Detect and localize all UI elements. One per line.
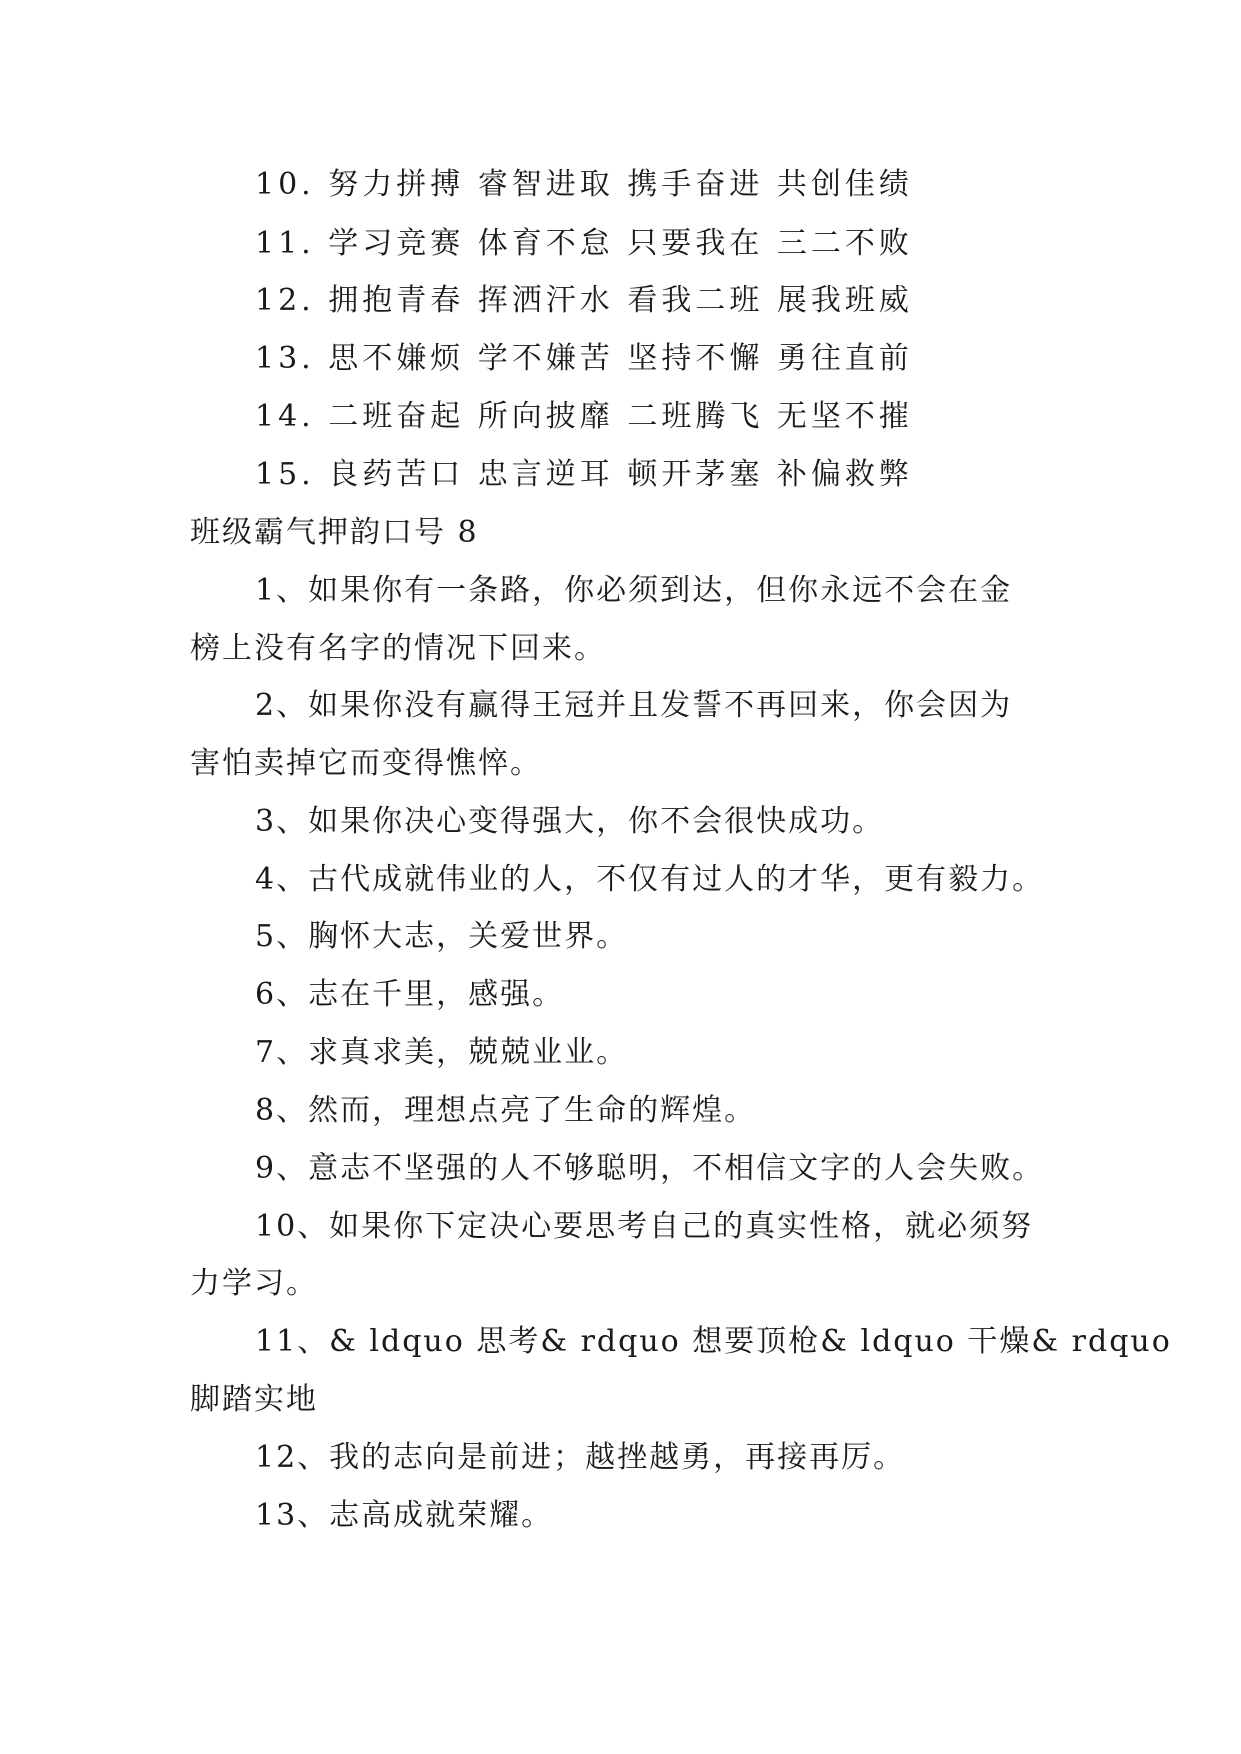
list-item: 4、古代成就伟业的人，不仅有过人的才华，更有毅力。 bbox=[255, 862, 1045, 897]
list-item: 6、志在千里，感强。 bbox=[255, 977, 565, 1012]
list-item-continuation: 脚踏实地 bbox=[190, 1382, 318, 1417]
list-item: 2、如果你没有赢得王冠并且发誓不再回来，你会因为 bbox=[255, 688, 1013, 723]
list-item-continuation: 榜上没有名字的情况下回来。 bbox=[190, 631, 606, 666]
list-item: 8、然而，理想点亮了生命的辉煌。 bbox=[255, 1093, 757, 1128]
list-item: 13、志高成就荣耀。 bbox=[255, 1498, 554, 1533]
list-item: 9、意志不坚强的人不够聪明，不相信文字的人会失败。 bbox=[255, 1151, 1045, 1186]
list-item: 3、如果你决心变得强大，你不会很快成功。 bbox=[255, 804, 885, 839]
slogan-line: 12. 拥抱青春 挥洒汗水 看我二班 展我班威 bbox=[255, 283, 913, 318]
list-item-continuation: 力学习。 bbox=[190, 1266, 318, 1301]
slogan-line: 14. 二班奋起 所向披靡 二班腾飞 无坚不摧 bbox=[255, 399, 913, 434]
slogan-line: 15. 良药苦口 忠言逆耳 顿开茅塞 补偏救弊 bbox=[255, 457, 913, 492]
slogan-line: 11. 学习竞赛 体育不怠 只要我在 三二不败 bbox=[255, 226, 913, 261]
list-item: 7、求真求美，兢兢业业。 bbox=[255, 1035, 629, 1070]
list-item: 5、胸怀大志，关爱世界。 bbox=[255, 919, 629, 954]
list-item: 11、& ldquo 思考& rdquo 想要顶枪& ldquo 干燥& rdquo bbox=[255, 1324, 1172, 1359]
list-item-continuation: 害怕卖掉它而变得憔悴。 bbox=[190, 746, 542, 781]
slogan-line: 13. 思不嫌烦 学不嫌苦 坚持不懈 勇往直前 bbox=[255, 341, 913, 376]
slogan-line: 10. 努力拼搏 睿智进取 携手奋进 共创佳绩 bbox=[255, 167, 913, 202]
list-item: 1、如果你有一条路，你必须到达，但你永远不会在金 bbox=[255, 573, 1013, 608]
list-item: 12、我的志向是前进；越挫越勇，再接再厉。 bbox=[255, 1440, 906, 1475]
section-heading: 班级霸气押韵口号 8 bbox=[190, 515, 479, 550]
list-item: 10、如果你下定决心要思考自己的真实性格，就必须努 bbox=[255, 1209, 1034, 1244]
